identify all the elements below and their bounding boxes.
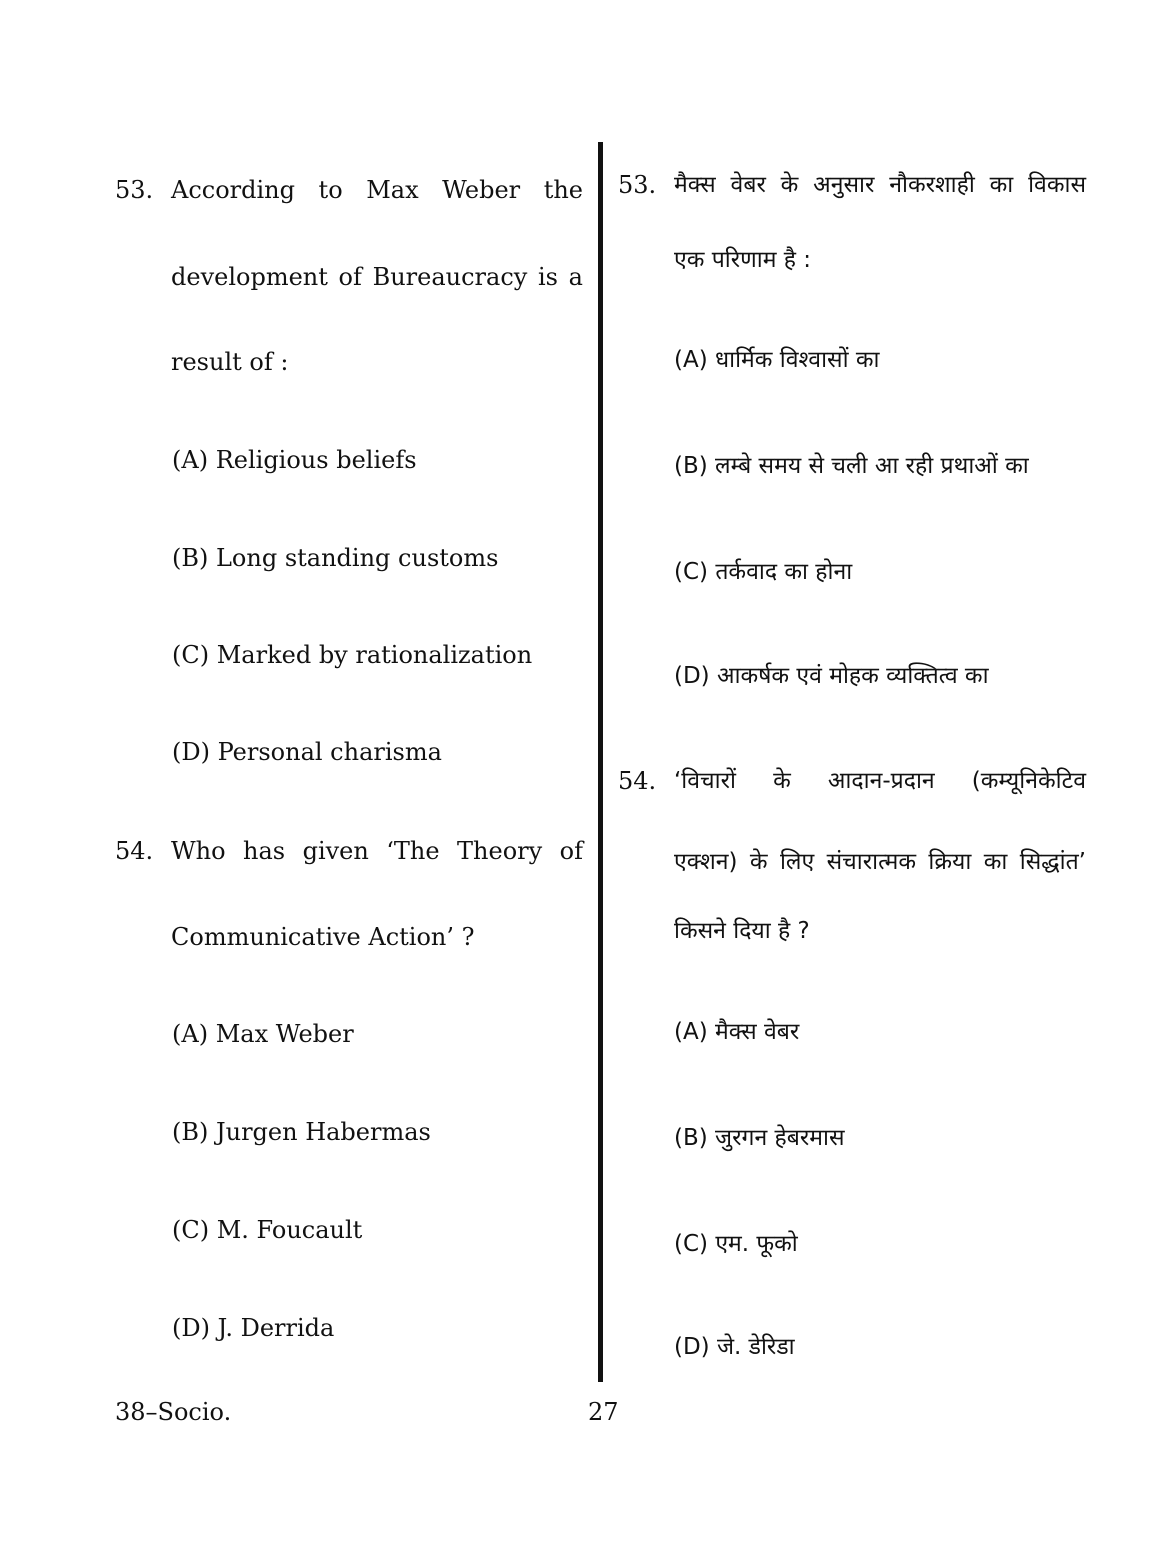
question-number: 54. xyxy=(115,837,154,865)
option-a: (A) Max Weber xyxy=(172,1020,354,1048)
question-text-line: development of Bureaucracy is a xyxy=(171,263,583,291)
question-text-line: According to Max Weber the xyxy=(171,176,583,204)
option-c: (C) M. Foucault xyxy=(172,1216,363,1244)
option-d: (D) J. Derrida xyxy=(172,1314,335,1342)
option-d: (D) आकर्षक एवं मोहक व्यक्तित्व का xyxy=(674,663,989,689)
option-c: (C) Marked by rationalization xyxy=(172,641,533,669)
question-number: 53. xyxy=(115,176,154,204)
option-a: (A) Religious beliefs xyxy=(172,446,417,474)
question-text-line: किसने दिया है ? xyxy=(674,918,810,944)
option-d: (D) जे. डेरिडा xyxy=(674,1334,795,1360)
option-c: (C) तर्कवाद का होना xyxy=(674,559,853,585)
question-text-line: ‘विचारों के आदान-प्रदान (कम्यूनिकेटिव xyxy=(674,768,1086,794)
question-text-line: result of : xyxy=(171,348,289,376)
option-c: (C) एम. फूको xyxy=(674,1231,798,1257)
page-number: 27 xyxy=(588,1398,619,1426)
option-b: (B) लम्बे समय से चली आ रही प्रथाओं का xyxy=(674,453,1029,479)
question-text-line: मैक्स वेबर के अनुसार नौकरशाही का विकास xyxy=(674,172,1086,198)
option-a: (A) मैक्स वेबर xyxy=(674,1019,800,1045)
option-b: (B) Jurgen Habermas xyxy=(172,1118,431,1146)
question-text-line: एक्शन) के लिए संचारात्मक क्रिया का सिद्धांत’ xyxy=(674,849,1086,875)
question-text-line: एक परिणाम है : xyxy=(674,247,812,273)
question-number: 53. xyxy=(618,171,657,199)
column-divider xyxy=(598,142,603,1382)
question-text-line: Communicative Action’ ? xyxy=(171,923,475,951)
option-a: (A) धार्मिक विश्वासों का xyxy=(674,347,880,373)
option-d: (D) Personal charisma xyxy=(172,738,442,766)
paper-code: 38–Socio. xyxy=(115,1398,232,1426)
option-b: (B) Long standing customs xyxy=(172,544,499,572)
question-number: 54. xyxy=(618,767,657,795)
question-text-line: Who has given ‘The Theory of xyxy=(171,837,583,865)
option-b: (B) जुरगन हेबरमास xyxy=(674,1125,845,1151)
